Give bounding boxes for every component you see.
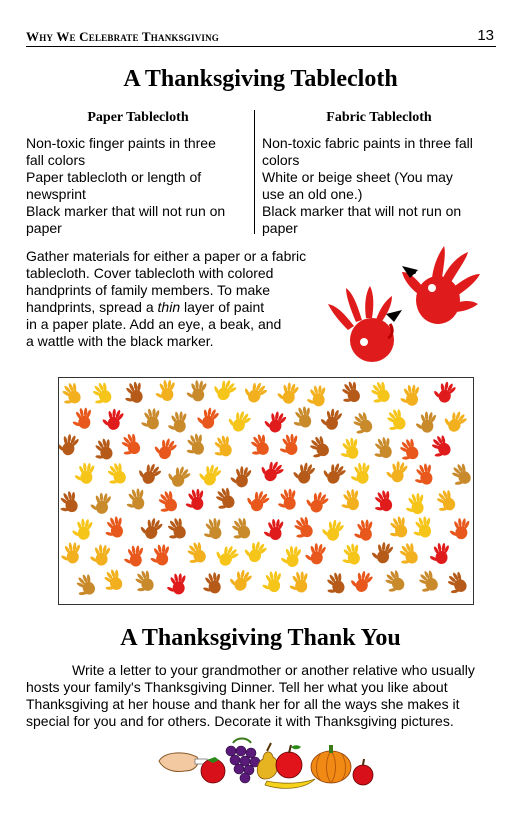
tablecloth-title: A Thanksgiving Tablecloth [123,66,398,92]
apple-icon [276,745,302,778]
handprint-turkeys-illustration [318,242,498,372]
handprint-icon [413,568,442,597]
handprint-icon [320,458,349,487]
handprint-icon [336,379,364,407]
paper-tablecloth-heading: Paper Tablecloth [87,110,189,125]
paper-material-line: newsprint [26,186,86,202]
handprint-icon [135,459,164,488]
page-number: 13 [477,27,494,44]
handprint-icon [384,459,409,485]
handprint-icon [442,569,471,598]
paper-material-line: fall colors [26,152,86,168]
handprint-icon [100,406,125,432]
handprint-icon [365,379,394,408]
handprint-icon [123,487,148,512]
handprint-icon [200,516,225,541]
handprint-icon [304,433,333,462]
letter-line: hosts your family's Thanksgiving Dinner. Tell her what you like about [26,679,448,695]
paper-material-line: paper [26,220,62,236]
handprint-icon [381,406,410,435]
handprint-icon [74,462,96,484]
instruction-text: layer of paint [180,299,265,315]
handprint-icon [338,488,363,513]
letter-line: Thanksgiving at her house and thank her for all the ways she makes it [26,696,460,712]
handprint-icon [139,408,161,431]
handprint-icon [60,542,81,564]
handprint-icon [263,518,284,540]
instructions-paragraph [26,248,326,350]
handprint-icon [394,436,423,465]
handprint-icon [123,545,144,567]
handprint-icon [183,488,206,512]
handprint-icon [414,410,437,434]
handprint-icon [290,405,315,431]
handprint-icon [71,407,93,430]
handprint-icon [426,432,455,461]
handprint-icon [446,461,473,490]
handprint-icon [243,486,272,515]
handprint-icon [369,488,396,515]
handprint-icon [275,487,299,511]
handprint-icon [431,378,458,405]
handprint-icon [137,514,164,542]
handprint-icon [277,433,300,457]
fabric-material-line: paper [262,220,298,236]
fabric-material-line: Black marker that will not run on [262,203,462,219]
handprint-icon [262,408,289,435]
handprint-icon [210,378,239,404]
paper-materials-list [26,135,252,237]
handprint-icon [431,487,460,516]
handprint-icon [90,436,117,463]
turkey-handprint-icon [402,246,480,324]
handprint-icon [257,456,286,485]
thank-you-title: A Thanksgiving Thank You [120,625,401,651]
handprint-icon [261,570,283,592]
handprint-icon [200,571,224,596]
handprint-icon [71,571,100,600]
handprint-icon [318,406,343,432]
pear-icon [257,743,277,779]
fabric-materials-list [262,135,498,237]
handprint-icon [151,434,179,462]
handprint-icon [196,461,223,489]
handprint-icon [166,573,188,595]
handprint-icon [227,566,254,594]
handprint-icon [87,380,116,409]
handprint-icon [280,545,303,568]
handprint-icon [225,406,253,435]
harvest-fruit-illustration [155,733,380,793]
handprint-icon [149,544,171,566]
fabric-material-line: White or beige sheet (You may [262,169,453,185]
handprint-icon [352,519,374,542]
letter-line: special for you and for others. Decorate it with Thanksgiving pictures. [26,713,454,729]
banana-icon [265,779,315,788]
handprint-icon [379,567,408,596]
paper-material-line: Non-toxic finger paints in three [26,135,216,151]
emphasis-text: thin [157,299,181,315]
handprint-icon [369,539,394,565]
fabric-material-line: use an old one.) [262,186,363,202]
handprint-icon [441,406,470,435]
handprint-icon [153,488,182,517]
handprint-icon [305,385,327,408]
handprint-icon [71,517,94,541]
handprint-icon [98,567,126,595]
handprint-icon [212,540,241,569]
handprint-icon [166,411,188,434]
letter-line: Write a letter to your grandmother or another relative who usually [72,662,475,678]
handprint-icon [241,537,269,565]
instruction-line: tablecloth. Cover tablecloth with colored [26,265,274,281]
paper-material-line: Paper tablecloth or length of [26,169,202,185]
fabric-material-line: Non-toxic fabric paints in three fall [262,135,473,151]
handprint-icon [321,570,348,598]
handprint-icon [337,436,362,461]
handprint-icon [449,517,471,539]
column-divider [254,110,255,234]
handprint-icon [226,515,254,544]
running-header [26,28,496,47]
handprint-icon [275,380,300,406]
handprint-icon [121,380,147,406]
apple-icon [353,759,373,785]
handprint-icon [194,404,220,431]
handprint-icon [347,409,376,438]
fabric-material-line: colors [262,152,300,168]
handprint-icon [348,567,375,594]
handprint-icon [59,380,85,409]
fabric-tablecloth-heading: Fabric Tablecloth [326,110,432,125]
handprint-icon [303,487,331,515]
instruction-line: a wattle with the black marker. [26,333,214,349]
handprint-icon [338,542,364,568]
handprint-icon [59,489,82,516]
paper-material-line: Black marker that will not run on [26,203,226,219]
handprint-icon [155,380,176,401]
drumstick-icon [159,753,207,772]
instruction-text: handprints, spread a [26,299,158,315]
handprint-icon [245,432,273,460]
handprint-icon [240,378,269,406]
handprint-icon [89,491,112,515]
handprint-icon [182,432,208,459]
handprint-icon [287,570,310,593]
handprint-icon [399,384,420,406]
thank-you-paragraph [26,662,501,730]
handprint-icon [385,514,412,541]
handprint-icon [116,431,145,460]
instruction-line: in a paper plate. Add an eye, a beak, and [26,316,282,332]
handprint-icon [288,514,317,543]
handprint-icon [164,461,193,490]
grapes-icon [226,739,260,784]
handprint-tablecloth [58,377,474,605]
handprint-icon [181,539,210,568]
instruction-line: Gather materials for either a paper or a fabric [26,248,307,264]
handprint-icon [304,541,328,565]
handprint-icon [102,460,130,489]
handprint-icon [350,462,372,484]
handprint-icon [394,540,422,569]
pumpkin-icon [311,745,351,783]
handprint-icon [162,515,190,544]
handprint-pattern [59,378,473,604]
turkey-handprint-icon [328,286,402,362]
handprint-icon [129,568,158,597]
handprint-icon [185,379,207,402]
handprint-icon [410,515,435,540]
handprint-icon [209,433,236,460]
handprint-icon [101,515,126,541]
handprint-icon [229,464,253,489]
handprint-icon [403,492,427,516]
handprint-icon [411,462,436,488]
handprint-icon [89,543,112,566]
handprint-icon [429,543,450,564]
handprint-icon [369,435,395,462]
handprint-icon [210,485,239,514]
instruction-line: handprints of family members. To make [26,282,271,298]
handprint-icon [319,516,346,543]
running-title: Why We Celebrate Thanksgiving [26,29,220,44]
handprint-icon [59,431,81,457]
handprint-icon [290,459,317,486]
instruction-line [26,299,326,316]
